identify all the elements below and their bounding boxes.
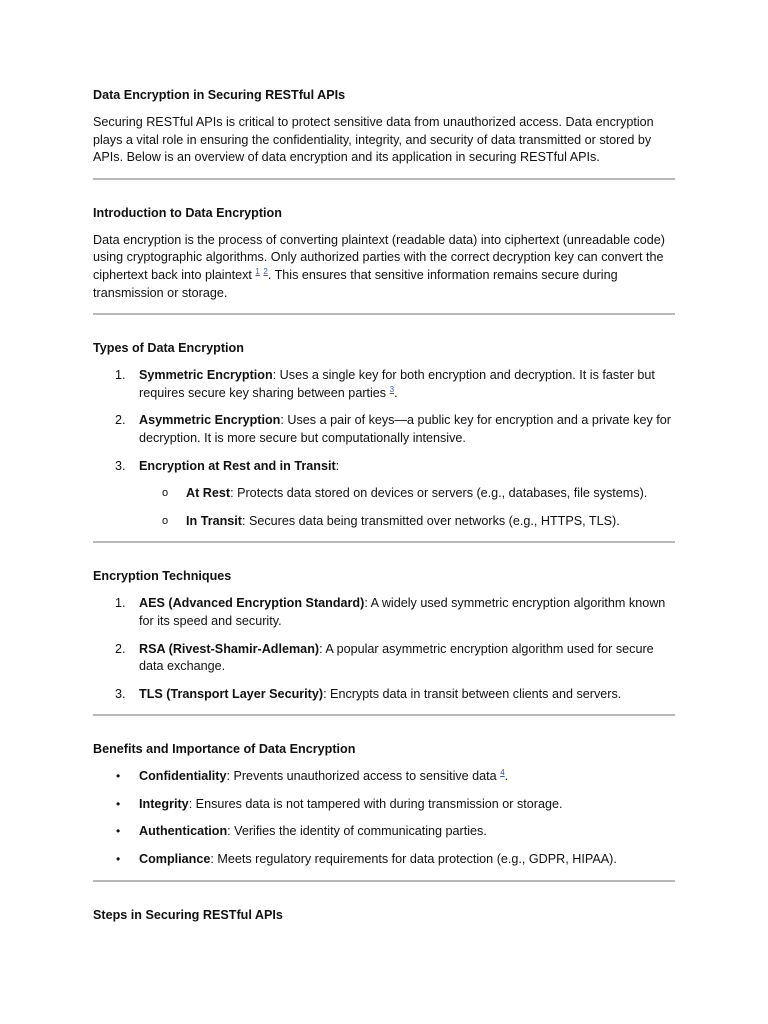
section-divider [93,178,675,180]
section-heading-steps: Steps in Securing RESTful APIs [93,907,283,922]
section-heading-benefits: Benefits and Importance of Data Encryption [93,742,356,757]
sub-list-item: o In Transit: Secures data being transmitted over networks (e.g., HTTPS, TLS). [162,513,620,528]
footnote-ref-2[interactable]: 2 [263,266,268,276]
section-divider [93,541,675,543]
document-content [93,87,675,924]
footnote-ref-4[interactable]: 4 [500,768,505,778]
introduction-paragraph: Data encryption is the process of converting plaintext (readable data) into ciphertext (unreadable code) using cryptographic algorithms. Only authorized parties with the correct decryption key can convert the ciphertext back into plaintext $^1$ $^2$. This ensures that sensitive information remains secure during transmission or storage. [93,232,665,300]
list-item: • Confidentiality: Prevents unauthorized access to sensitive data $^4$. [116,768,509,784]
list-item: 1. Symmetric Encryption: Uses a single key for both encryption and decryption. It is faster but requires secure key sharing between parties $^3$. [115,368,655,400]
benefits-list [93,768,675,868]
list-item: • Integrity: Ensures data is not tampered with during transmission or storage. [116,796,563,811]
types-sublist [93,485,675,530]
list-item: 3. TLS (Transport Layer Security): Encrypts data in transit between clients and servers. [115,686,622,701]
section-heading-techniques: Encryption Techniques [93,569,232,584]
list-item: 2. Asymmetric Encryption: Uses a pair of keys—a public key for encryption and a private key for decryption. It is more secure but computationally intensive. [115,413,671,445]
section-divider [93,714,675,716]
section-divider [93,880,675,882]
section-heading-introduction: Introduction to Data Encryption [93,205,282,220]
list-item: • Compliance: Meets regulatory requirements for data protection (e.g., GDPR, HIPAA). [116,852,617,867]
section-divider [93,313,675,315]
intro-paragraph: Securing RESTful APIs is critical to protect sensitive data from unauthorized access. Data encryption plays a vital role in ensuring the confidentiality, integrity, and security of data transmitted or stored by APIs. Below is an overview of data encryption and its application in securing RESTful APIs. [93,115,654,165]
sub-list-item: o At Rest: Protects data stored on devices or servers (e.g., databases, file systems). [162,486,648,501]
footnote-ref-3[interactable]: 3 [389,384,395,394]
list-item: 3. Encryption at Rest and in Transit: [115,458,340,473]
list-item: • Authentication: Verifies the identity of communicating parties. [116,824,487,839]
document-title: Data Encryption in Securing RESTful APIs [93,88,346,102]
types-list [93,367,675,475]
techniques-list [93,595,675,703]
list-item: 2. RSA (Rivest-Shamir-Adleman): A popular asymmetric encryption algorithm used for secure data exchange. [115,641,654,674]
footnote-ref-1[interactable]: 1 [255,266,260,276]
section-heading-types: Types of Data Encryption [93,341,244,356]
list-item: 1. AES (Advanced Encryption Standard): A widely used symmetric encryption algorithm known for its speed and security. [115,596,666,628]
